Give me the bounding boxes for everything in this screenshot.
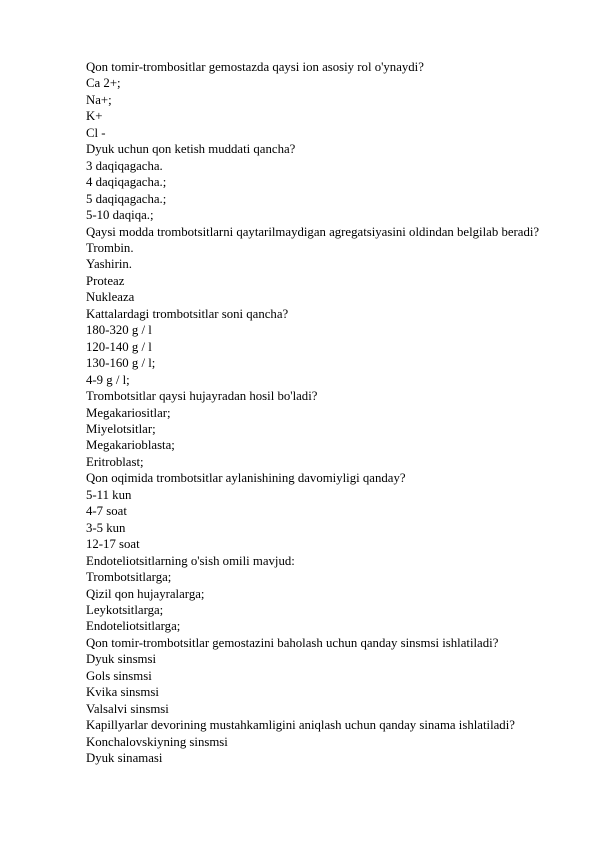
- answer-option: K+: [86, 109, 103, 124]
- answer-option: Cl -: [86, 125, 106, 140]
- answer-option: Endoteliotsitlarga;: [86, 619, 181, 634]
- answer-option: Gols sinsmsi: [86, 668, 152, 683]
- answer-option: 5-10 daqiqa.;: [86, 208, 154, 223]
- question-1: Qon tomir-trombositlar gemostazda qaysi ion asosiy rol o'ynaydi?: [86, 60, 424, 74]
- answer-option: 3 daqiqagacha.: [86, 158, 163, 173]
- question-3: Qaysi modda trombotsitlarni qaytarilmaydigan agregatsiyasini oldindan belgilab beradi?: [86, 224, 540, 239]
- answer-option: Qizil qon hujayralarga;: [86, 586, 205, 601]
- answer-option: Kvika sinsmsi: [86, 685, 159, 700]
- answer-option: Leykotsitlarga;: [86, 602, 164, 617]
- answer-option: 4 daqiqagacha.;: [86, 175, 167, 190]
- answer-option: 3-5 kun: [86, 520, 126, 535]
- question-7: Endoteliotsitlarning o'sish omili mavjud:: [86, 553, 295, 568]
- answer-option: Trombotsitlarga;: [86, 570, 172, 585]
- question-8: Qon tomir-trombotsitlar gemostazini baholash uchun qanday sinsmsi ishlatiladi?: [86, 635, 499, 650]
- answer-option: Trombin.: [86, 240, 134, 255]
- question-6: Qon oqimida trombotsitlar aylanishining davomiyligi qanday?: [86, 471, 406, 486]
- answer-option: Yashirin.: [86, 257, 132, 272]
- answer-option: Megakariositlar;: [86, 405, 171, 420]
- answer-option: Miyelotsitlar;: [86, 421, 156, 436]
- answer-option: Ca 2+;: [86, 76, 121, 91]
- answer-option: 180-320 g / l: [86, 323, 152, 338]
- answer-option: Proteaz: [86, 273, 125, 288]
- document-text: [86, 59, 556, 766]
- answer-option: 12-17 soat: [86, 537, 140, 552]
- answer-option: 120-140 g / l: [86, 339, 152, 354]
- answer-option: Konchalovskiyning sinsmsi: [86, 734, 228, 749]
- answer-option: Dyuk sinsmsi: [86, 652, 157, 667]
- answer-option: Megakarioblasta;: [86, 438, 175, 453]
- answer-option: Na+;: [86, 92, 112, 107]
- question-5: Trombotsitlar qaysi hujayradan hosil bo'ladi?: [86, 389, 318, 404]
- question-2: Dyuk uchun qon ketish muddati qancha?: [86, 142, 296, 157]
- answer-option: 4-7 soat: [86, 504, 127, 519]
- answer-option: 5-11 kun: [86, 487, 132, 502]
- question-9: Kapillyarlar devorining mustahkamligini aniqlash uchun qanday sinama ishlatiladi?: [86, 718, 515, 733]
- answer-option: 5 daqiqagacha.;: [86, 191, 167, 206]
- question-4: Kattalardagi trombotsitlar soni qancha?: [86, 306, 289, 321]
- answer-option: Nukleaza: [86, 290, 135, 305]
- answer-option: Eritroblast;: [86, 454, 144, 469]
- answer-option: Dyuk sinamasi: [86, 751, 163, 766]
- answer-option: Valsalvi sinsmsi: [86, 701, 169, 716]
- answer-option: 4-9 g / l;: [86, 372, 130, 387]
- answer-option: 130-160 g / l;: [86, 356, 156, 371]
